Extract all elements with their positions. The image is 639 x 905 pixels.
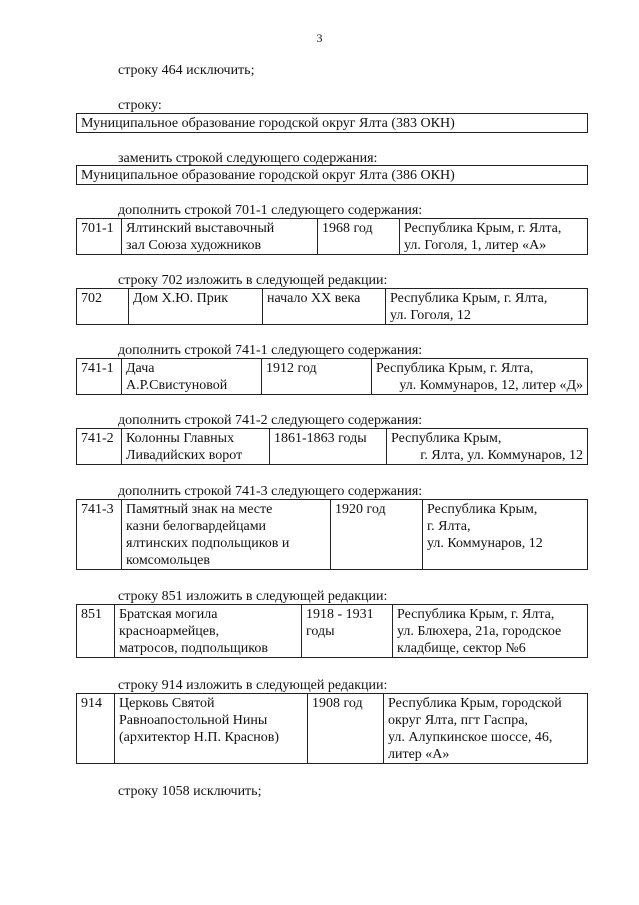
object-name: Церковь Святой Равноапостольной Нины (архитектор Н.П. Краснов) bbox=[115, 694, 308, 764]
object-address: Республика Крым, г. Ялта, ул. Коммунаров, 12, литер «Д» bbox=[372, 359, 588, 395]
object-name: Дача А.Р.Свистуновой bbox=[122, 359, 262, 395]
object-date: 1920 год bbox=[331, 500, 423, 570]
municipal-row-old-table bbox=[76, 113, 588, 133]
page-number: 3 bbox=[316, 31, 323, 45]
row-number: 914 bbox=[77, 694, 115, 764]
row-number: 851 bbox=[77, 605, 115, 658]
object-date: 1908 год bbox=[308, 694, 384, 764]
add-741-2-heading: дополнить строкой 741-2 следующего содержания: bbox=[118, 413, 423, 428]
edit-914-heading: строку 914 изложить в следующей редакции: bbox=[118, 678, 388, 693]
object-date: 1912 год bbox=[262, 359, 372, 395]
municipal-cell: Муниципальное образование городской округ Ялта (383 ОКН) bbox=[77, 114, 588, 133]
row-914-table bbox=[76, 693, 588, 764]
row-number: 701-1 bbox=[77, 219, 122, 255]
add-701-1-heading: дополнить строкой 701-1 следующего содержания: bbox=[118, 203, 423, 218]
row-851-table bbox=[76, 604, 588, 658]
municipal-row-new-table bbox=[76, 165, 588, 185]
object-date: начало XX века bbox=[263, 289, 386, 325]
object-address: Республика Крым, г. Ялта, ул. Блюхера, 21а, городское кладбище, сектор №6 bbox=[393, 605, 588, 658]
add-741-3-heading: дополнить строкой 741-3 следующего содержания: bbox=[118, 484, 423, 499]
object-date: 1968 год bbox=[318, 219, 400, 255]
object-address: Республика Крым, г. Ялта, ул. Гоголя, 1, литер «А» bbox=[400, 219, 588, 255]
object-name: Ялтинский выставочный зал Союза художников bbox=[122, 219, 318, 255]
row-741-1-table bbox=[76, 358, 588, 395]
object-address: Республика Крым, городской округ Ялта, пгт Гаспра, ул. Алупкинское шоссе, 46, литер «А» bbox=[384, 694, 588, 764]
replace-heading: заменить строкой следующего содержания: bbox=[118, 151, 378, 166]
row-741-2-table bbox=[76, 428, 588, 465]
exclude-row-464-text: строку 464 исключить; bbox=[118, 63, 255, 78]
row-741-3-table bbox=[76, 499, 588, 570]
row-number: 741-2 bbox=[77, 429, 122, 465]
municipal-cell: Муниципальное образование городской округ Ялта (386 ОКН) bbox=[77, 166, 588, 185]
edit-851-heading: строку 851 изложить в следующей редакции: bbox=[118, 589, 388, 604]
object-name: Памятный знак на месте казни белогвардейцами ялтинских подпольщиков и комсомольцев bbox=[122, 500, 331, 570]
exclude-row-1058-text: строку 1058 исключить; bbox=[118, 784, 262, 799]
object-address: Республика Крым, г. Ялта, ул. Гоголя, 12 bbox=[386, 289, 588, 325]
row-number: 741-3 bbox=[77, 500, 122, 570]
object-name: Дом Х.Ю. Прик bbox=[129, 289, 263, 325]
object-address: Республика Крым, г. Ялта, ул. Коммунаров, 12 bbox=[387, 429, 588, 465]
object-name: Братская могила красноармейцев, матросов, подпольщиков bbox=[115, 605, 302, 658]
object-address: Республика Крым, г. Ялта, ул. Коммунаров, 12 bbox=[423, 500, 588, 570]
row-702-table bbox=[76, 288, 588, 325]
add-741-1-heading: дополнить строкой 741-1 следующего содержания: bbox=[118, 343, 423, 358]
row-number: 741-1 bbox=[77, 359, 122, 395]
object-date: 1861-1863 годы bbox=[270, 429, 387, 465]
row-heading: строку: bbox=[118, 98, 162, 113]
row-701-1-table bbox=[76, 218, 588, 255]
row-number: 702 bbox=[77, 289, 129, 325]
edit-702-heading: строку 702 изложить в следующей редакции: bbox=[118, 273, 388, 288]
object-name: Колонны Главных Ливадийских ворот bbox=[122, 429, 270, 465]
object-date: 1918 - 1931 годы bbox=[302, 605, 393, 658]
